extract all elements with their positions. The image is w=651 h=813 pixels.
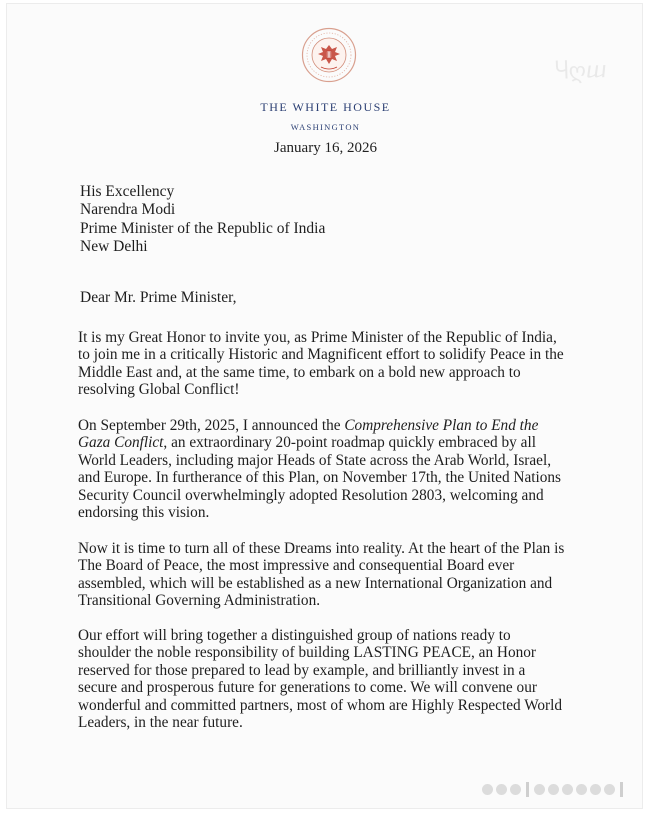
paragraph-1 — [78, 329, 566, 399]
paragraph-text-start: On September 29th, 2025, I announced the — [78, 417, 345, 434]
presidential-seal-icon — [301, 27, 357, 83]
paragraph-4 — [78, 627, 566, 731]
letterhead-title: THE WHITE HOUSE — [260, 100, 391, 114]
letterhead-subtitle: WASHINGTON — [290, 122, 361, 132]
paragraph-text: Our effort will bring together a distinguished group of nations ready to shoulder the noble responsibility of building LASTING PEACE, an Honor reserved for those prepared to lead by example, and brilliantly invest in a secure and prosperous future for generations to come. We will convene our wonderful and committed partners, most of whom are Highly Respected World Leaders, in the near future. — [78, 627, 563, 732]
paragraph-3 — [78, 540, 566, 610]
paragraph-text — [78, 417, 566, 521]
watermark-ghost: Ⴗ⁠ღ⁠ⴍ — [554, 57, 607, 84]
letter-date: January 16, 2026 — [274, 140, 377, 156]
scan-artifact — [482, 778, 638, 800]
address-line: Narendra Modi — [80, 201, 176, 219]
paragraph-text: Now it is time to turn all of these Dreams into reality. At the heart of the Plan is The Board of Peace, the most impressive and consequential Board ever assembled, which will be established as a new International Organization and Transitional Governing Administration. — [78, 540, 565, 610]
address-line: His Excellency — [80, 183, 175, 200]
salutation: Dear Mr. Prime Minister, — [80, 289, 237, 306]
paragraph-text: It is my Great Honor to invite you, as Prime Minister of the Republic of India, to join me in a critically Historic and Magnificent effort to solidify Peace in the Middle East and, at the same time, to embark on a bold new approach to resolving Global Conflict! — [78, 329, 564, 399]
plan-title-italic: Comprehensive Plan to End the Gaza Conflict — [78, 417, 539, 452]
address-line: Prime Minister of the Republic of India — [80, 219, 326, 237]
paragraph-text-end: , an extraordinary 20-point roadmap quickly embraced by all World Leaders, including major Heads of State across the Arab World, Israel, and Europe. In furtherance of this Plan, on November 17th, the United Nations Security Council overwhelmingly adopted Resolution 2803, welcoming and endorsing this vision. — [78, 434, 562, 522]
address-line: New Delhi — [80, 237, 148, 255]
recipient-address — [80, 183, 325, 256]
paragraph-2 — [78, 417, 566, 521]
